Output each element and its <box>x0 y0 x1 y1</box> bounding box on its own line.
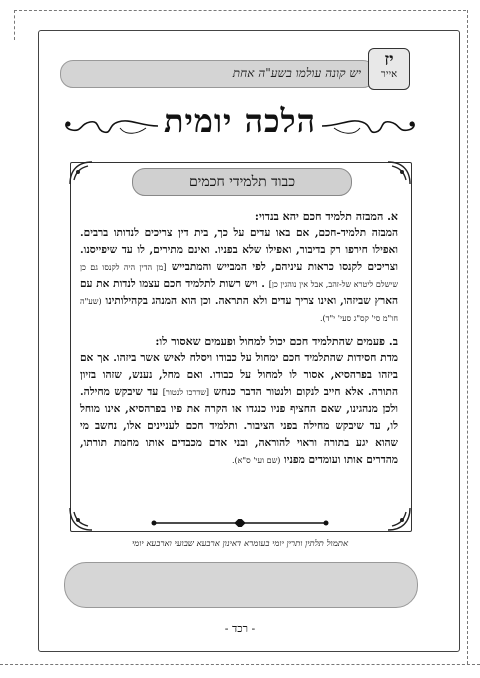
paragraph-body-continued: . ויש רשות לתלמיד חכם עצמו לנדות את עם הארץ שביזהו, ואינו צריך עדים ולא התראה. וכן הוא המנהג בקהילותינו <box>80 278 398 307</box>
paragraph-note: [מן הדין היה לקנסו גם כן שישלם ליטרא של-זהב, אבל אין נוהגין כן] <box>80 263 399 289</box>
date-day: יז <box>384 50 394 70</box>
page-title: הלכה יומית <box>163 102 316 140</box>
paragraph-source: (שע"ה חו"מ סי' קס"ג סעי' י"ד). <box>80 297 398 323</box>
paragraph <box>80 333 398 469</box>
header-tagline-bar <box>60 60 376 88</box>
flourish-right-icon <box>320 114 420 138</box>
corner-ornament-icon <box>68 160 94 186</box>
divider-ornament-icon <box>150 519 330 527</box>
paragraph-source: (שם ועי' ס"א). <box>231 456 281 465</box>
section-title: כבוד תלמידי חכמים <box>188 174 296 190</box>
cut-line-bottom <box>0 664 480 665</box>
cut-line-top <box>14 10 466 11</box>
corner-ornament-icon <box>386 160 412 186</box>
section-title-bar <box>132 168 352 196</box>
corner-ornament-icon <box>68 506 94 532</box>
omer-count-line: אתמול תלתין ותרין יומי בעומרא דאינון ארבעא שבועי וארבעא יומי <box>131 539 349 549</box>
paragraph-note: [שדרכו לנטור] <box>162 388 210 397</box>
cut-line-left <box>14 10 15 40</box>
section-content <box>80 208 398 475</box>
paragraph <box>80 208 398 327</box>
date-badge <box>368 48 410 90</box>
corner-ornament-icon <box>386 506 412 532</box>
title-banner <box>60 100 420 150</box>
paragraph-body: המבזה תלמיד-חכם, אם באו עדים על כך, בית דין צריכים לנדותו ברבים. ואפילו חירפו רק בדיבור, ואפילו שלא בפניו. ואינם מתירים, לו עד שיפייסנו. וצריכים לקנסו כראות עיניהם, לפי המבייש והמתבייש <box>80 227 398 273</box>
header-tagline: יש קונה עולמו בשע"ה אחת <box>232 66 361 80</box>
paragraph-body: מדת חסידות שהתלמיד חכם ימחול על כבודו ויסלח לאיש אשר ביזהו. אך אם ביזהו בפרהסיא, אסור לו למחול על כבודו. ואם מחל, נענש, שזהו בזיון התורה. אלא חייב לנקום ולנטור הדבר כנחש <box>80 352 398 398</box>
bottom-decorative-bar <box>64 562 418 608</box>
paragraph-heading: א. המבזה תלמיד חכם יהא בנדוי: <box>254 210 398 223</box>
paragraph-body-continued: עד שיבקש מחילה. ולכן מנהגינו, שאם החציף פניו כנגדו או הקרה את פיו בפרהסיא, אינו מוחל לו, עד שיבקש מחילה בפני הציבור. ותלמיד חכם לעניינים אלו, נחשב מי שהוא יגע בתורה וראוי להוראה, ובני אדם מכבדים אותו מחמת תורתו, מהדרים אותו ועומדים מפניו <box>80 386 398 466</box>
cut-line-right <box>467 10 468 664</box>
page-number: - רכד - <box>224 622 256 635</box>
date-month: אייר <box>380 69 398 80</box>
paragraph-heading: ב. פעמים שהתלמיד חכם יכול למחול ופעמים שאסור לו: <box>155 335 398 348</box>
